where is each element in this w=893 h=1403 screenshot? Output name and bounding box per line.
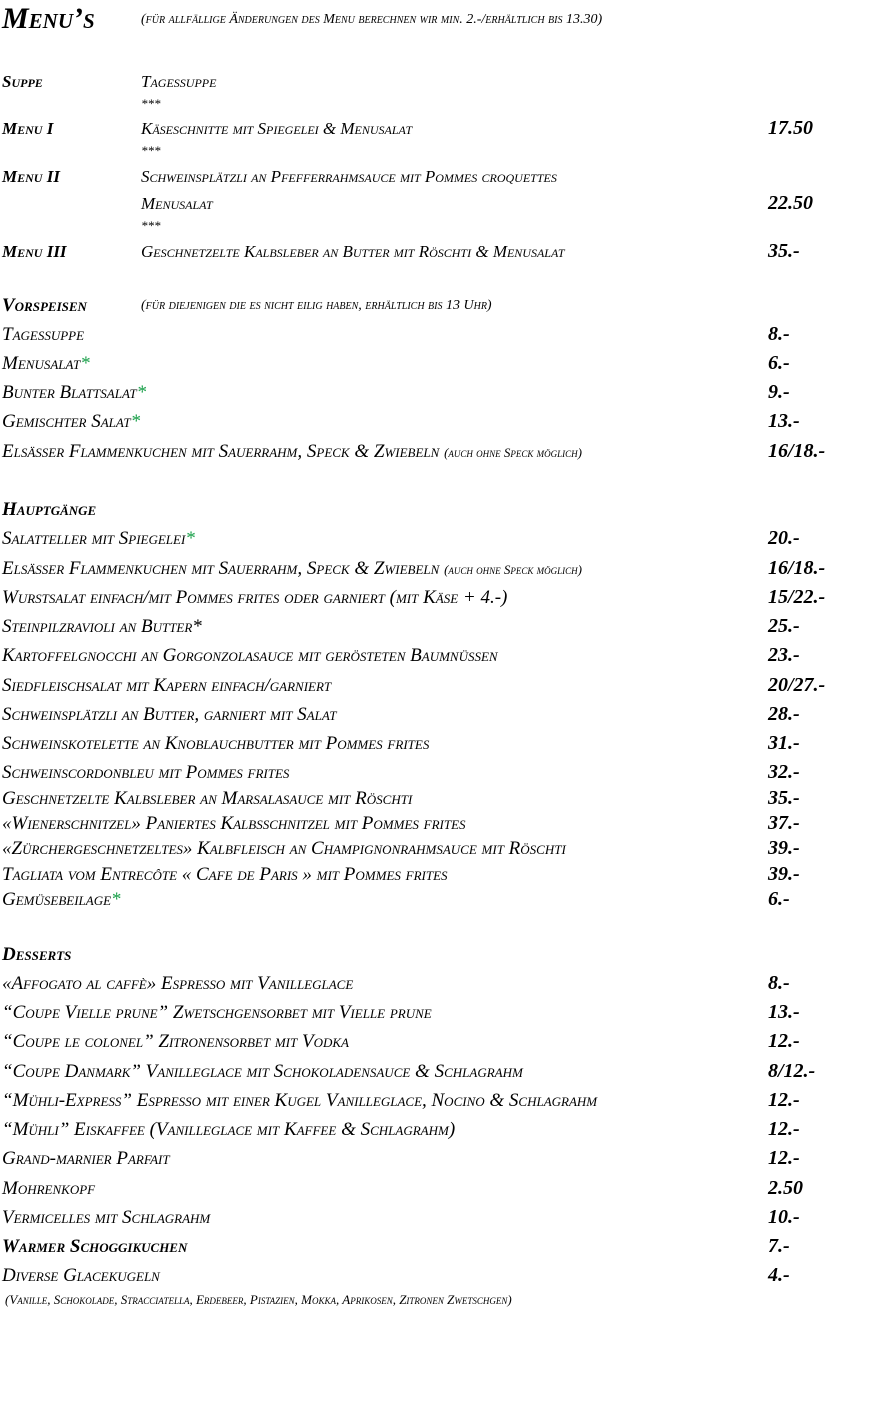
item-name: Tagessuppe (2, 324, 85, 345)
list-item (2, 382, 146, 404)
item-price: 4.- (768, 1264, 790, 1286)
list-item (2, 411, 140, 433)
item-name: Menusalat (2, 353, 81, 374)
list-item: “Coupe le colonel” Zitronensorbet mit Vodka (2, 1031, 349, 1052)
item-name: Tagliata vom Entrecôte « Cafe de Paris » mit Pommes frites (2, 864, 448, 885)
list-item (2, 704, 337, 726)
item-price: 12.- (768, 1089, 800, 1111)
item-price: 13.- (768, 410, 800, 432)
menu-header-note: (für allfällige Änderungen des Menu berechnen wir min. 2.-/erhältlich bis 13.30) (141, 12, 603, 27)
list-item: Warmer Schoggikuchen (2, 1236, 188, 1257)
item-price: 32.- (768, 761, 800, 783)
list-item: Diverse Glacekugeln (2, 1265, 160, 1286)
list-item (2, 587, 507, 609)
list-item: “Mühli-Express” Espresso mit einer Kugel Vanilleglace, Nocino & Schlagrahm (2, 1090, 598, 1111)
list-item (2, 864, 448, 886)
item-price: 20.- (768, 527, 800, 549)
list-item: “Coupe Danmark” Vanilleglace mit Schokoladensauce & Schlagrahm (2, 1061, 523, 1082)
item-name: «Wienerschnitzel» Paniertes Kalbsschnitzel mit Pommes frites (2, 813, 466, 834)
list-item: Vermicelles mit Schlagrahm (2, 1207, 211, 1228)
item-price: 8.- (768, 972, 790, 994)
list-item (2, 616, 202, 638)
item-price: 12.- (768, 1118, 800, 1140)
list-item (2, 675, 331, 697)
section-note-vorspeisen: (für diejenigen die es nicht eilig haben, erhältlich bis 13 Uhr) (141, 298, 492, 313)
item-name: Bunter Blattsalat (2, 382, 137, 403)
list-item (2, 324, 84, 346)
item-name: Geschnetzelte Kalbsleber an Marsalasauce mit Röschti (2, 788, 413, 809)
menu-price-menu-1: 17.50 (768, 117, 813, 139)
section-title-desserts: Desserts (2, 944, 72, 965)
glace-flavours-note: (Vanille, Schokolade, Stracciatella, Erdebeer, Pistazien, Mokka, Aprikosen, Zitronen Zwetschgen) (5, 1292, 512, 1307)
item-price: 39.- (768, 837, 800, 859)
section-title-hauptgaenge: Hauptgänge (2, 499, 97, 520)
item-price: 7.- (768, 1235, 790, 1257)
menu-price-menu-2: 22.50 (768, 192, 813, 214)
item-price: 8/12.- (768, 1060, 816, 1082)
list-item (2, 813, 466, 835)
item-price: 8.- (768, 323, 790, 345)
item-name: Elsässer Flammenkuchen mit Sauerrahm, Speck & Zwiebeln (2, 441, 445, 462)
list-item (2, 441, 582, 463)
item-price: 31.- (768, 732, 800, 754)
item-price: 25.- (768, 615, 800, 637)
menu-label-menu-2: Menu II (2, 167, 60, 186)
item-name: Steinpilzravioli an Butter* (2, 616, 202, 637)
item-name: Schweinsplätzli an Butter, garniert mit Salat (2, 704, 337, 725)
item-price: 12.- (768, 1030, 800, 1052)
item-price: 10.- (768, 1206, 800, 1228)
menu-desc-menu-2-line2: Menusalat (141, 194, 213, 213)
list-item: “Mühli” Eiskaffee (Vanilleglace mit Kaffee & Schlagrahm) (2, 1119, 456, 1140)
item-price: 9.- (768, 381, 790, 403)
item-name: Salatteller mit Spiegelei (2, 528, 186, 549)
item-note: (auch ohne Speck möglich) (444, 562, 583, 577)
menu-separator: *** (141, 143, 161, 158)
list-item: «Affogato al caffè» Espresso mit Vanilleglace (2, 973, 354, 994)
menu-desc-suppe: Tagessuppe (141, 72, 217, 91)
item-price: 15/22.- (768, 586, 826, 608)
item-name: Gemüsebeilage (2, 889, 112, 910)
list-item (2, 353, 90, 375)
menu-label-menu-3: Menu III (2, 242, 67, 261)
menu-price-menu-3: 35.- (768, 240, 800, 262)
list-item (2, 645, 498, 667)
item-price: 37.- (768, 812, 800, 834)
item-price: 20/27.- (768, 674, 826, 696)
item-note: (auch ohne Speck möglich) (444, 445, 583, 460)
list-item: “Coupe Vielle prune” Zwetschgensorbet mit Vielle prune (2, 1002, 432, 1023)
list-item: Mohrenkopf (2, 1178, 96, 1199)
item-price: 6.- (768, 888, 790, 910)
menu-desc-menu-1: Käseschnitte mit Spiegelei & Menusalat (141, 119, 413, 138)
item-price: 2.50 (768, 1177, 803, 1199)
list-item (2, 528, 195, 550)
menu-label-suppe: Suppe (2, 72, 43, 91)
vegetarian-mark: * (136, 382, 147, 403)
list-item (2, 558, 582, 580)
item-price: 39.- (768, 863, 800, 885)
item-price: 16/18.- (768, 440, 826, 462)
menu-title: Menu’s (2, 2, 95, 35)
menu-desc-menu-2: Schweinsplätzli an Pfefferrahmsauce mit Pommes croquettes (141, 167, 557, 186)
item-price: 6.- (768, 352, 790, 374)
item-name: Siedfleischsalat mit Kapern einfach/garniert (2, 675, 332, 696)
item-name: Kartoffelgnocchi an Gorgonzolasauce mit gerösteten Baumnüssen (2, 645, 498, 666)
item-price: 16/18.- (768, 557, 826, 579)
item-name: «Zürchergeschnetzeltes» Kalbfleisch an Champignonrahmsauce mit Röschti (2, 838, 566, 859)
item-price: 28.- (768, 703, 800, 725)
item-name: Wurstsalat einfach/mit Pommes frites oder garniert (mit Käse + 4.-) (2, 587, 508, 608)
vegetarian-mark: * (80, 353, 90, 374)
menu-separator: *** (141, 218, 161, 233)
item-name: Elsässer Flammenkuchen mit Sauerrahm, Speck & Zwiebeln (2, 558, 445, 579)
list-item: Grand-marnier Parfait (2, 1148, 170, 1169)
item-price: 23.- (768, 644, 800, 666)
list-item (2, 733, 429, 755)
menu-desc-menu-3: Geschnetzelte Kalbsleber an Butter mit Röschti & Menusalat (141, 242, 565, 261)
item-name: Schweinscordonbleu mit Pommes frites (2, 762, 290, 783)
list-item (2, 838, 566, 860)
vegetarian-mark: * (130, 411, 141, 432)
item-price: 35.- (768, 787, 800, 809)
item-name: Schweinskotelette an Knoblauchbutter mit Pommes frites (2, 733, 430, 754)
list-item (2, 889, 121, 911)
section-title-vorspeisen: Vorspeisen (2, 295, 87, 316)
vegetarian-mark: * (185, 528, 195, 549)
menu-separator: *** (141, 96, 161, 111)
item-price: 13.- (768, 1001, 800, 1023)
menu-label-menu-1: Menu I (2, 119, 54, 138)
list-item (2, 762, 289, 784)
vegetarian-mark: * (111, 889, 121, 910)
item-name: Gemischter Salat (2, 411, 131, 432)
list-item (2, 788, 412, 810)
item-price: 12.- (768, 1147, 800, 1169)
